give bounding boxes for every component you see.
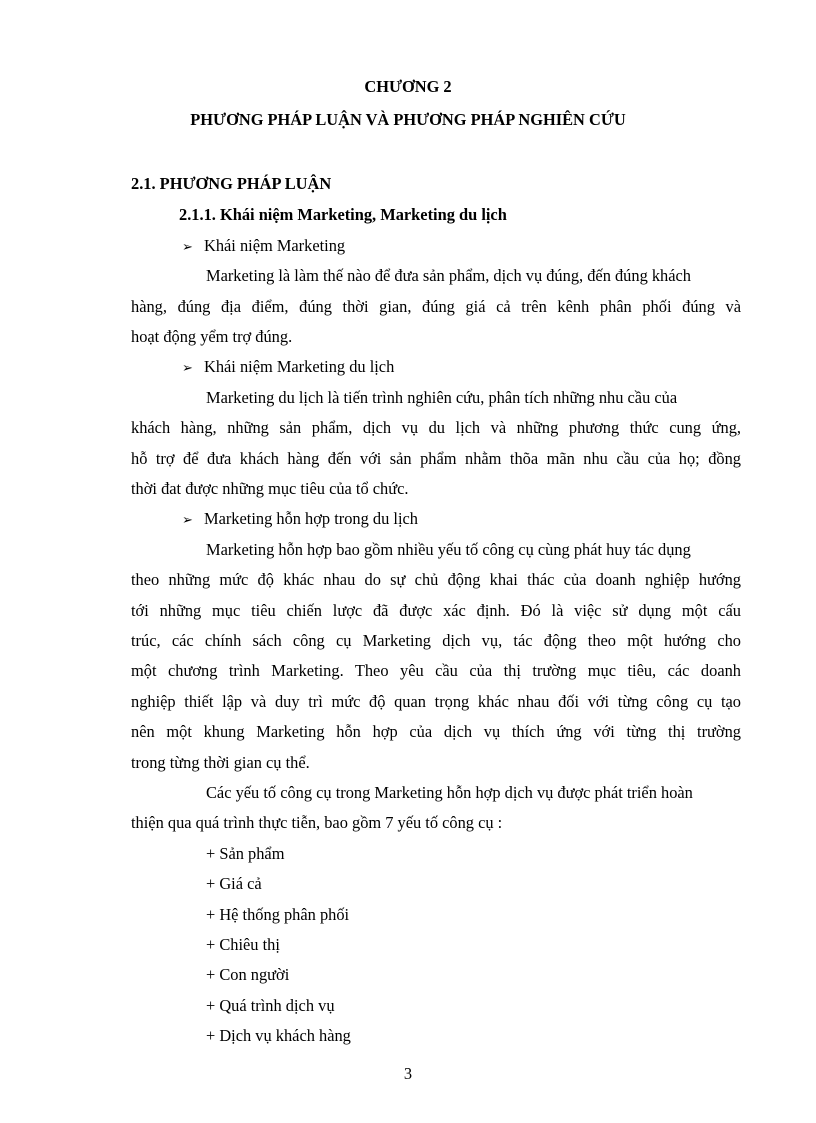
bullet-item: ➢ Khái niệm Marketing xyxy=(182,236,345,258)
arrow-bullet-icon: ➢ xyxy=(182,240,193,255)
chapter-title: PHƯƠNG PHÁP LUẬN VÀ PHƯƠNG PHÁP NGHIÊN CỨU xyxy=(190,110,626,129)
list-item: + Giá cả xyxy=(206,874,262,893)
bullet-item: ➢ Khái niệm Marketing du lịch xyxy=(182,357,394,379)
list-item: + Hệ thống phân phối xyxy=(206,905,350,924)
paragraph-line: hoạt động yểm trợ đúng. xyxy=(131,327,293,346)
paragraph-line: trúc, các chính sách công cụ Marketing dịch vụ, tác động theo một hướng cho xyxy=(131,631,741,650)
section-heading: 2.1. PHƯƠNG PHÁP LUẬN xyxy=(131,174,332,193)
paragraph-line: Các yếu tố công cụ trong Marketing hỗn hợp dịch vụ được phát triển hoàn xyxy=(206,783,693,802)
paragraph-line: hỗ trợ để đưa khách hàng đến với sản phẩm nhằm thõa mãn nhu cầu của họ; đồng xyxy=(131,449,741,468)
paragraph-line: thời đat được những mục tiêu của tổ chức. xyxy=(131,479,409,498)
list-item: + Quá trình dịch vụ xyxy=(206,996,335,1015)
paragraph-line: hàng, đúng địa điểm, đúng thời gian, đúng giá cả trên kênh phân phối đúng và xyxy=(131,297,741,316)
paragraph-line: theo những mức độ khác nhau do sự chủ động khai thác của doanh nghiệp hướng xyxy=(131,570,741,589)
paragraph-line: thiện qua quá trình thực tiễn, bao gồm 7 yếu tố công cụ : xyxy=(131,813,503,832)
paragraph-line: Marketing là làm thế nào để đưa sản phẩm, dịch vụ đúng, đến đúng khách xyxy=(206,266,691,285)
paragraph-line: trong từng thời gian cụ thể. xyxy=(131,753,310,772)
paragraph-line: tới những mục tiêu chiến lược đã được xác định. Đó là việc sử dụng một cấu xyxy=(131,601,741,620)
paragraph-line: nghiệp thiết lập và duy trì mức độ quan trọng khác nhau đối với từng công cụ tạo xyxy=(131,692,741,711)
paragraph-line: khách hàng, những sản phẩm, dịch vụ du lịch và những phương thức cung ứng, xyxy=(131,418,741,437)
subsection-heading: 2.1.1. Khái niệm Marketing, Marketing du lịch xyxy=(179,205,507,224)
list-item: + Sản phẩm xyxy=(206,844,285,863)
paragraph-line: một chương trình Marketing. Theo yêu cầu của thị trường mục tiêu, các doanh xyxy=(131,661,741,680)
paragraph-line: Marketing hỗn hợp bao gồm nhiều yếu tố công cụ cùng phát huy tác dụng xyxy=(206,540,691,559)
bullet-item: ➢ Marketing hỗn hợp trong du lịch xyxy=(182,509,418,531)
paragraph-line: nên một khung Marketing hỗn hợp của dịch vụ thích ứng với từng thị trường xyxy=(131,722,741,741)
arrow-bullet-icon: ➢ xyxy=(182,513,193,528)
list-item: + Con người xyxy=(206,965,290,984)
paragraph-line: Marketing du lịch là tiến trình nghiên cứu, phân tích những nhu cầu của xyxy=(206,388,678,407)
chapter-number: CHƯƠNG 2 xyxy=(364,77,452,96)
list-item: + Chiêu thị xyxy=(206,935,280,954)
list-item: + Dịch vụ khách hàng xyxy=(206,1026,351,1045)
arrow-bullet-icon: ➢ xyxy=(182,361,193,376)
page-number: 3 xyxy=(403,1064,413,1083)
